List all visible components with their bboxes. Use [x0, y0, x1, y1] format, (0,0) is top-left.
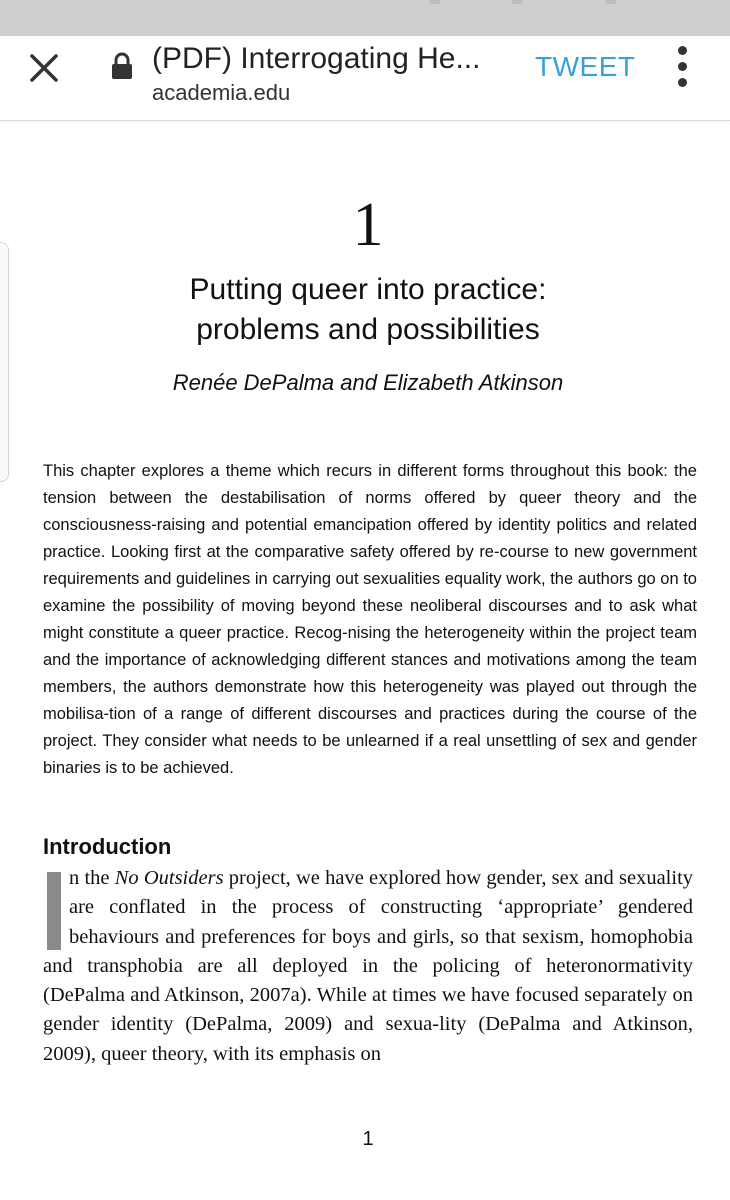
status-hint	[430, 0, 440, 4]
page-number: 1	[362, 1128, 374, 1150]
chapter-number: 1	[352, 191, 384, 259]
browser-toolbar	[0, 36, 730, 121]
more-vert-icon	[678, 78, 687, 87]
section-heading: Introduction	[43, 834, 172, 859]
status-hint	[512, 0, 522, 4]
chapter-title-line: problems and possibilities	[196, 313, 540, 346]
page-title: (PDF) Interrogating He...	[152, 42, 481, 75]
more-options-button[interactable]	[666, 44, 700, 90]
body-paragraph	[43, 864, 693, 1069]
close-button[interactable]	[22, 46, 66, 90]
drop-cap	[47, 872, 61, 950]
body-text-rest: project, we have explored how gender, sex and sexuality are conflated in the process of constructing ‘appropriate’ gendered behaviours and preferences for boys and girls, so that sexism, homophobia and transphobia are all deployed in the policing of heteronormativity (DePalma and Atkinson, 2007a). While at times we have focused separately on gender identity (DePalma, 2009) and sexua-lity (DePalma and Atkinson, 2009), queer theory, with its emphasis on	[43, 867, 694, 1065]
tweet-button[interactable]: TWEET	[535, 51, 636, 82]
project-name: No Outsiders	[114, 867, 224, 889]
status-hint	[606, 0, 616, 4]
chapter-authors: Renée DePalma and Elizabeth Atkinson	[172, 370, 564, 395]
page-header	[152, 40, 512, 108]
more-vert-icon	[678, 46, 687, 55]
chapter-title	[0, 270, 730, 350]
status-bar	[0, 0, 730, 36]
close-icon	[28, 52, 60, 84]
chapter-abstract: This chapter explores a theme which recurs in different forms throughout this book: the tension between the destabilisation of norms offered by queer theory and the consciousness-raising and potential emancipation offered by identity politics and related practice. Looking first at the comparative safety offered by re-course to new government requirements and guidelines in carrying out sexualities equality work, the authors go on to examine the possibility of moving beyond these neoliberal discourses and to ask what might constitute a queer practice. Recog-nising the heterogeneity within the project team and the importance of acknowledging different stances and motivations among the team members, the authors demonstrate how this heterogeneity was played out through the mobilisa-tion of a range of different discourses and practices during the course of the project. They consider what needs to be unlearned if a real unsettling of sex and gender binaries is to be achieved.	[43, 462, 697, 777]
page-domain: academia.edu	[152, 80, 291, 105]
lock-icon	[110, 51, 134, 81]
body-text-start: n the	[69, 867, 115, 889]
more-vert-icon	[678, 62, 687, 71]
chapter-title-line: Putting queer into practice:	[189, 273, 547, 306]
